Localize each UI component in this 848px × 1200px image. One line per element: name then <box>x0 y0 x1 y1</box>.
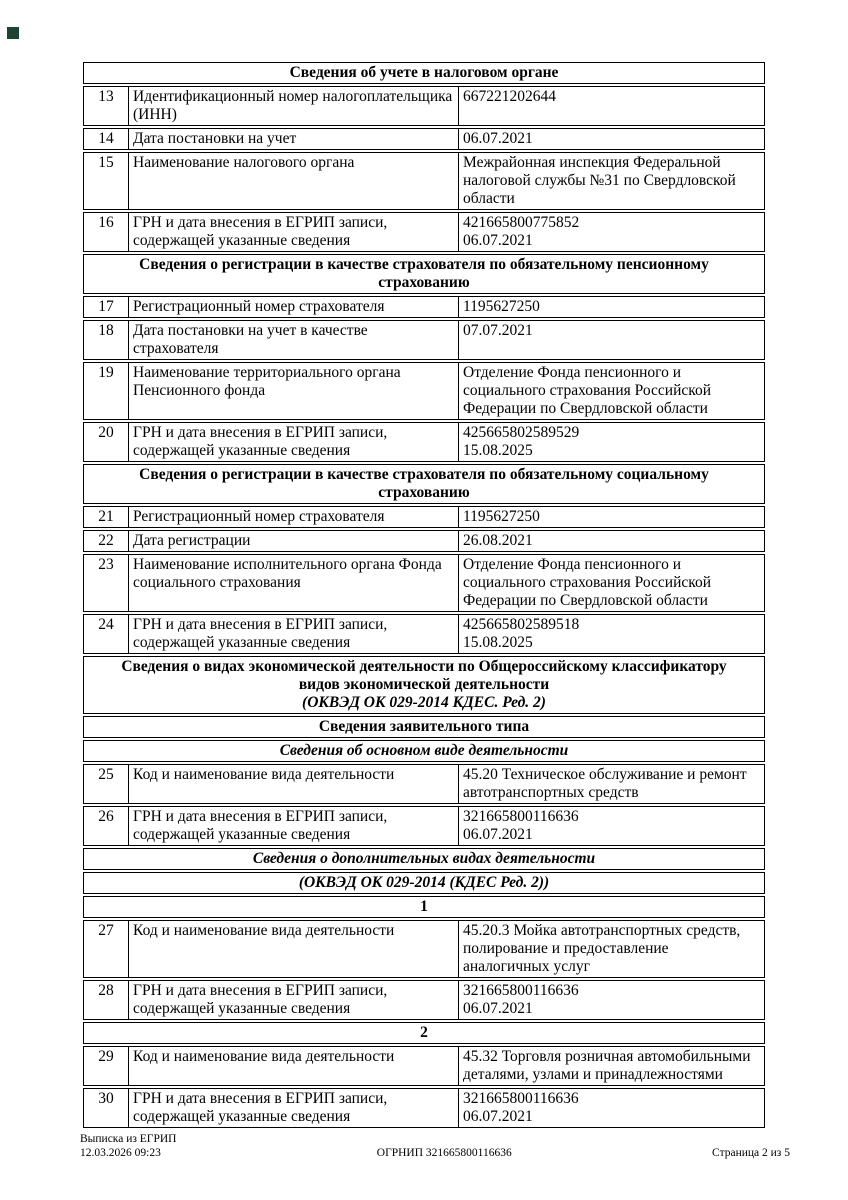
table-row <box>83 806 765 846</box>
value-line: автотранспортных средств <box>463 784 639 801</box>
section-header-line: Сведения о регистрации в качестве страхователя по обязательному социальному <box>139 466 709 483</box>
row-value-cell <box>459 153 764 209</box>
row-value-cell <box>459 531 764 551</box>
section-header-row <box>83 1022 765 1044</box>
value-line: 06.07.2021 <box>463 826 533 843</box>
row-label-cell: ГРН и дата внесения в ЕГРИП записи, содержащей указанные сведения <box>129 615 459 653</box>
value-line: 45.20.3 Мойка автотранспортных средств, <box>463 922 741 939</box>
egrip-table <box>83 62 765 1128</box>
row-number-cell: 29 <box>84 1047 129 1085</box>
value-line: деталями, узлами и принадлежностями <box>463 1066 723 1083</box>
row-label-cell: ГРН и дата внесения в ЕГРИП записи, содержащей указанные сведения <box>129 807 459 845</box>
table-row <box>83 980 765 1020</box>
section-header-line: (ОКВЭД ОК 029-2014 (КДЕС Ред. 2)) <box>298 874 550 891</box>
section-header-line: (ОКВЭД ОК 029-2014 КДЕС. Ред. 2) <box>302 694 546 711</box>
value-line: 421665800775852 <box>463 214 580 231</box>
value-line: 425665802589529 <box>463 424 580 441</box>
row-value-cell <box>459 297 764 317</box>
row-value-cell <box>459 1047 764 1085</box>
row-label-cell: Идентификационный номер налогоплательщика (ИНН) <box>129 87 459 125</box>
value-line: 06.07.2021 <box>463 1108 533 1125</box>
row-label-cell: Код и наименование вида деятельности <box>129 1047 459 1085</box>
table-row <box>83 212 765 252</box>
section-header-line: Сведения об основном виде деятельности <box>279 742 569 759</box>
value-line: 425665802589518 <box>463 616 580 633</box>
section-header-line: Сведения о регистрации в качестве страхователя по обязательному пенсионному <box>139 256 709 273</box>
section-header-line: страхованию <box>378 274 470 291</box>
section-header-row <box>83 254 765 294</box>
row-label-cell: Код и наименование вида деятельности <box>129 765 459 803</box>
value-line: Федерации по Свердловской области <box>463 400 708 417</box>
section-header-row <box>83 896 765 918</box>
section-header-row <box>83 464 765 504</box>
row-number-cell: 17 <box>84 297 129 317</box>
row-value-cell <box>459 615 764 653</box>
value-line: Отделение Фонда пенсионного и <box>463 556 682 573</box>
footer-ogrnip: ОГРНИП 321665800116636 <box>376 1146 512 1159</box>
section-header-line: видов экономической деятельности <box>298 676 550 693</box>
value-line: 26.08.2021 <box>463 532 533 549</box>
value-line: Межрайонная инспекция Федеральной <box>463 154 721 171</box>
row-label-cell: Дата постановки на учет <box>129 129 459 149</box>
table-row <box>83 764 765 804</box>
section-header-row <box>83 656 765 714</box>
row-number-cell: 14 <box>84 129 129 149</box>
row-value-cell <box>459 765 764 803</box>
row-number-cell: 20 <box>84 423 129 461</box>
value-line: аналогичных услуг <box>463 958 590 975</box>
row-label-cell: ГРН и дата внесения в ЕГРИП записи, содержащей указанные сведения <box>129 1089 459 1127</box>
table-row <box>83 362 765 420</box>
row-value-cell <box>459 981 764 1019</box>
row-value-cell <box>459 507 764 527</box>
row-number-cell: 28 <box>84 981 129 1019</box>
value-line: 321665800116636 <box>463 808 579 825</box>
section-header-row <box>83 848 765 870</box>
table-row <box>83 86 765 126</box>
section-header-row <box>83 716 765 738</box>
value-line: 06.07.2021 <box>463 232 533 249</box>
value-line: налоговой службы №31 по Свердловской <box>463 172 736 189</box>
row-number-cell: 18 <box>84 321 129 359</box>
value-line: Отделение Фонда пенсионного и <box>463 364 682 381</box>
row-number-cell: 23 <box>84 555 129 611</box>
row-number-cell: 15 <box>84 153 129 209</box>
row-label-cell: Наименование налогового органа <box>129 153 459 209</box>
table-row <box>83 1088 765 1128</box>
footer-page-number: Страница 2 из 5 <box>712 1146 790 1159</box>
value-line: полирование и предоставление <box>463 940 669 957</box>
section-header-row <box>83 62 765 84</box>
table-row <box>83 422 765 462</box>
value-line: 45.32 Торговля розничная автомобильными <box>463 1048 751 1065</box>
section-header-row <box>83 740 765 762</box>
row-number-cell: 19 <box>84 363 129 419</box>
value-line: социального страхования Российской <box>463 574 712 591</box>
table-row <box>83 152 765 210</box>
row-number-cell: 22 <box>84 531 129 551</box>
row-label-cell: Код и наименование вида деятельности <box>129 921 459 977</box>
row-number-cell: 26 <box>84 807 129 845</box>
section-header-line: Сведения о дополнительных видах деятельности <box>252 850 596 867</box>
row-value-cell <box>459 423 764 461</box>
table-row <box>83 554 765 612</box>
row-label-cell: ГРН и дата внесения в ЕГРИП записи, содержащей указанные сведения <box>129 423 459 461</box>
row-label-cell: ГРН и дата внесения в ЕГРИП записи, содержащей указанные сведения <box>129 213 459 251</box>
row-number-cell: 16 <box>84 213 129 251</box>
section-header-line: 2 <box>420 1024 428 1041</box>
table-row <box>83 506 765 528</box>
row-number-cell: 27 <box>84 921 129 977</box>
table-row <box>83 320 765 360</box>
section-header-line: Сведения заявительного типа <box>318 718 530 735</box>
value-line: 1195627250 <box>463 508 540 525</box>
row-label-cell: Наименование исполнительного органа Фонда социального страхования <box>129 555 459 611</box>
value-line: 07.07.2021 <box>463 322 533 339</box>
value-line: социального страхования Российской <box>463 382 712 399</box>
value-line: 667221202644 <box>463 88 556 105</box>
value-line: 15.08.2025 <box>463 634 533 651</box>
table-row <box>83 530 765 552</box>
value-line: 06.07.2021 <box>463 1000 533 1017</box>
row-number-cell: 21 <box>84 507 129 527</box>
row-number-cell: 25 <box>84 765 129 803</box>
footer <box>80 1133 790 1160</box>
row-label-cell: Дата постановки на учет в качестве страхователя <box>129 321 459 359</box>
value-line: 321665800116636 <box>463 982 579 999</box>
footer-datetime: 12.03.2026 09:23 <box>80 1146 161 1159</box>
row-value-cell <box>459 321 764 359</box>
row-label-cell: Дата регистрации <box>129 531 459 551</box>
table-row <box>83 614 765 654</box>
value-line: 06.07.2021 <box>463 130 533 147</box>
row-number-cell: 13 <box>84 87 129 125</box>
row-number-cell: 30 <box>84 1089 129 1127</box>
row-label-cell: Наименование территориального органа Пенсионного фонда <box>129 363 459 419</box>
row-value-cell <box>459 555 764 611</box>
section-header-line: Сведения об учете в налоговом органе <box>289 64 559 81</box>
row-value-cell <box>459 921 764 977</box>
corner-mark <box>7 27 19 39</box>
value-line: области <box>463 190 515 207</box>
section-header-line: 1 <box>420 898 428 915</box>
row-value-cell <box>459 87 764 125</box>
value-line: Федерации по Свердловской области <box>463 592 708 609</box>
footer-doc-type: Выписка из ЕГРИП <box>80 1133 177 1145</box>
row-value-cell <box>459 129 764 149</box>
row-number-cell: 24 <box>84 615 129 653</box>
section-header-line: Сведения о видах экономической деятельности по Общероссийскому классификатору <box>121 658 727 675</box>
row-value-cell <box>459 807 764 845</box>
value-line: 15.08.2025 <box>463 442 533 459</box>
table-row <box>83 920 765 978</box>
value-line: 1195627250 <box>463 298 540 315</box>
row-value-cell <box>459 213 764 251</box>
row-value-cell <box>459 1089 764 1127</box>
table-row <box>83 296 765 318</box>
row-label-cell: Регистрационный номер страхователя <box>129 297 459 317</box>
table-row <box>83 1046 765 1086</box>
section-header-line: страхованию <box>378 484 470 501</box>
footer-left <box>80 1133 176 1160</box>
value-line: 321665800116636 <box>463 1090 579 1107</box>
table-row <box>83 128 765 150</box>
section-header-row <box>83 872 765 894</box>
row-label-cell: Регистрационный номер страхователя <box>129 507 459 527</box>
value-line: 45.20 Техническое обслуживание и ремонт <box>463 766 747 783</box>
row-label-cell: ГРН и дата внесения в ЕГРИП записи, содержащей указанные сведения <box>129 981 459 1019</box>
row-value-cell <box>459 363 764 419</box>
